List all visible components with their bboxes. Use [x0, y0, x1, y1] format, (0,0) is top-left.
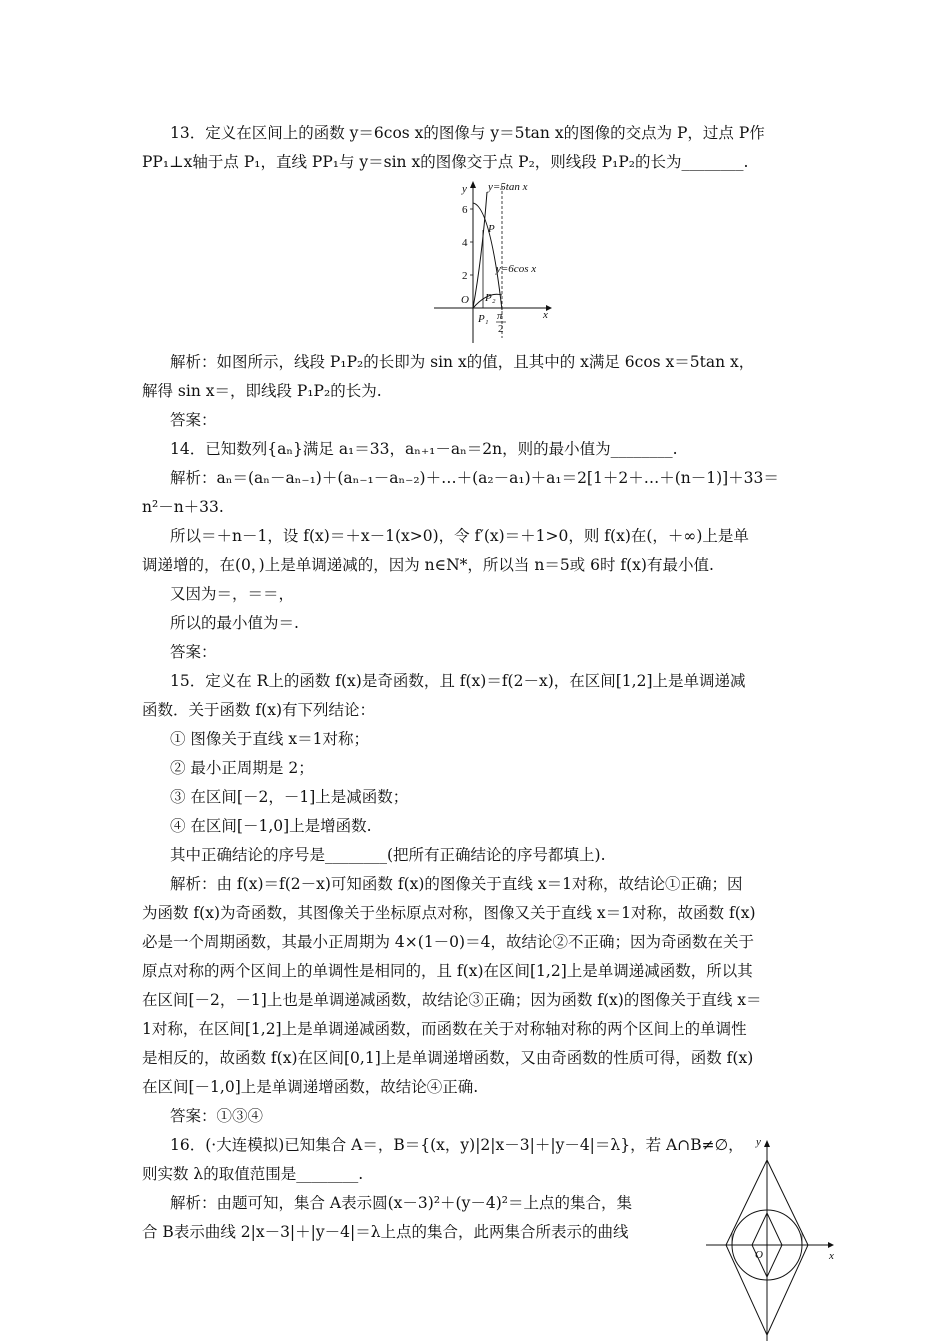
text-line: ① 图像关于直线 x＝1对称；: [170, 730, 369, 748]
text-line: 解析：由题可知，集合 A表示圆(x－3)²＋(y－4)²＝上点的集合，集: [170, 1194, 632, 1212]
text-line: 为函数 f(x)为奇函数，其图像关于坐标原点对称，图像又关于直线 x＝1对称，故函数 f(x): [142, 904, 756, 922]
text-line: 答案：: [170, 411, 217, 429]
tick-6: 6: [462, 204, 468, 216]
text-line: 所以的最小值为＝.: [170, 614, 299, 632]
text-line: ② 最小正周期是 2；: [170, 759, 314, 777]
text-line: ③ 在区间[－2，－1]上是减函数；: [170, 788, 409, 806]
text-line: 解析：如图所示，线段 P₁P₂的长即为 sin x的值，且其中的 x满足 6cos x＝5tan x，: [170, 353, 755, 371]
graph-tan-cos: [430, 178, 555, 348]
text-line: 解得 sin x＝，即线段 P₁P₂的长为.: [142, 382, 382, 400]
text-line: 13．定义在区间上的函数 y＝6cos x的图像与 y＝5tan x的图像的交点为 P，过点 P作: [170, 124, 765, 142]
text-line: 答案：①③④: [170, 1107, 264, 1125]
text-line: n²－n＋33.: [142, 498, 224, 516]
text-line: 调递增的，在(0，)上是单调递减的，因为 n∈N*，所以当 n＝5或 6时 f(x)有最小值.: [142, 556, 714, 574]
text-line: 14．已知数列{aₙ}满足 a₁＝33，aₙ₊₁－aₙ＝2n，则的最小值为________.: [170, 440, 678, 458]
text-line: 又因为＝，＝＝，: [170, 585, 295, 603]
text-line: 其中正确结论的序号是________(把所有正确结论的序号都填上).: [170, 846, 606, 864]
cos-curve-label: y=6cos x: [496, 263, 537, 275]
y-axis-label: y: [462, 183, 467, 195]
graph-circle-rhombus: [700, 1135, 840, 1344]
tick-4: 4: [462, 237, 468, 249]
text-line: 解析：aₙ＝(aₙ－aₙ₋₁)＋(aₙ₋₁－aₙ₋₂)＋…＋(a₂－a₁)＋a₁＝2[1＋2＋…＋(n－1)]＋33＝: [170, 469, 779, 487]
text-line: 在区间[－1,0]上是单调递增函数，故结论④正确.: [142, 1078, 479, 1096]
text-line: 所以＝＋n－1，设 f(x)＝＋x－1(x>0)，令 f′(x)＝＋1>0，则 f(x)在(，＋∞)上是单: [170, 527, 749, 545]
text-line: ④ 在区间[－1,0]上是增函数.: [170, 817, 372, 835]
text-line: 15．定义在 R上的函数 f(x)是奇函数，且 f(x)＝f(2－x)，在区间[1,2]上是单调递减: [170, 672, 746, 690]
x-axis-label: x: [829, 1250, 834, 1262]
text-line: 解析：由 f(x)＝f(2－x)可知函数 f(x)的图像关于直线 x＝1对称，故结论①正确；因: [170, 875, 743, 893]
text-line: 函数．关于函数 f(x)有下列结论：: [142, 701, 376, 719]
text-line: 是相反的，故函数 f(x)在区间[0,1]上是单调递增函数，又由奇函数的性质可得，函数 f(x): [142, 1049, 754, 1067]
text-line: 必是一个周期函数，其最小正周期为 4×(1－0)＝4，故结论②不正确；因为奇函数在关于: [142, 933, 754, 951]
tan-curve-label: y=5tan x: [488, 181, 528, 193]
text-line: 1对称，在区间[1,2]上是单调递减函数，而函数在关于对称轴对称的两个区间上的单调性: [142, 1020, 747, 1038]
text-line: 原点对称的两个区间上的单调性是相同的，且 f(x)在区间[1,2]上是单调递减函数，所以其: [142, 962, 753, 980]
text-line: PP₁⊥x轴于点 P₁，直线 PP₁与 y＝sin x的图像交于点 P₂，则线段 P₁P₂的长为________.: [142, 153, 749, 171]
point-p1-label: P₁: [478, 313, 489, 325]
y-axis-label: y: [756, 1136, 761, 1148]
text-line: 在区间[－2，－1]上也是单调递减函数，故结论③正确；因为函数 f(x)的图像关于直线 x＝: [142, 991, 762, 1009]
point-p-label: P: [488, 223, 495, 235]
origin-label: O: [461, 294, 469, 306]
text-line: 合 B表示曲线 2|x－3|＋|y－4|＝λ上点的集合，此两集合所表示的曲线: [142, 1223, 629, 1241]
origin-label: O: [755, 1249, 763, 1261]
text-line: 答案：: [170, 643, 217, 661]
pi-label: π: [497, 310, 503, 322]
two-label: 2: [498, 323, 504, 335]
text-line: 则实数 λ的取值范围是________.: [142, 1165, 364, 1183]
tick-2: 2: [462, 270, 468, 282]
x-axis-label: x: [543, 309, 548, 321]
point-p2-label: P₂: [485, 292, 496, 304]
text-line: 16．(·大连模拟)已知集合 A＝，B＝{(x，y)|2|x－3|＋|y－4|＝λ}，若 A∩B≠∅，: [170, 1136, 744, 1154]
